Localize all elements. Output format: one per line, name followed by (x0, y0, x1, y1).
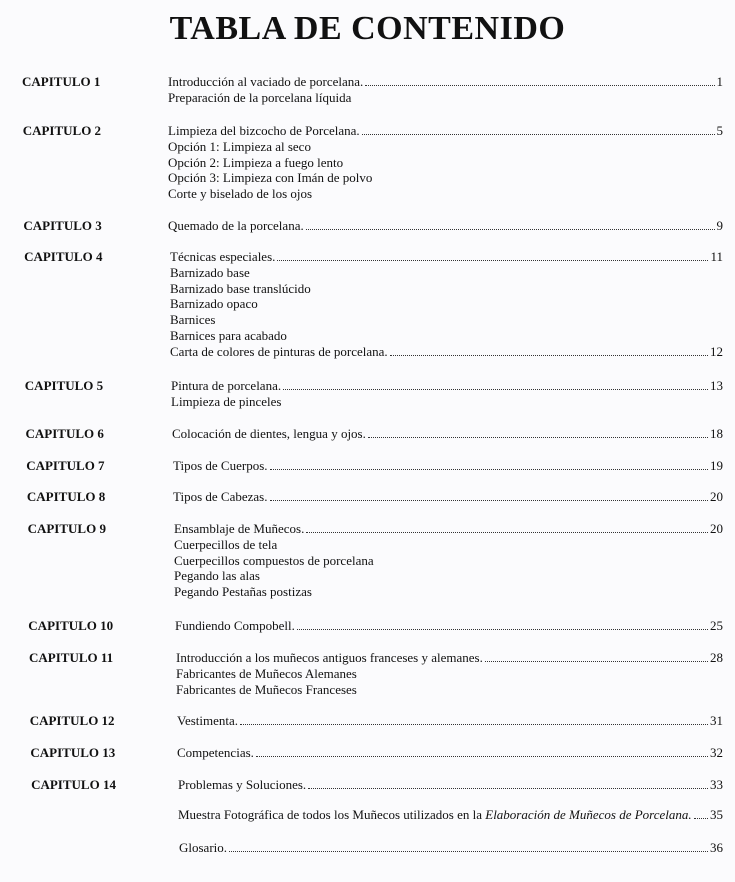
toc-subentry[interactable]: Opción 2: Limpieza a fuego lento (168, 154, 344, 170)
toc-entry-title: Muestra Fotográfica de todos los Muñecos utilizados en la Elaboración de Muñecos de Porcelana. (178, 807, 692, 822)
toc-entry-title: Tipos de Cuerpos. (173, 458, 268, 473)
page-title: TABLA DE CONTENIDO (169, 10, 566, 47)
toc-page-number: 1 (716, 74, 723, 89)
toc-entry[interactable] (172, 426, 723, 442)
toc-entry[interactable] (173, 458, 723, 474)
chapter-label: CAPITULO 4 (24, 249, 103, 264)
toc-page-number: 36 (710, 840, 723, 855)
chapter-label: CAPITULO 6 (25, 426, 104, 441)
toc-page-number: 28 (710, 650, 723, 665)
toc-subentry[interactable]: Limpieza de pinceles (171, 393, 282, 409)
toc-page-number: 5 (716, 123, 723, 138)
dot-leader (229, 842, 708, 852)
toc-subentry[interactable]: Barnizado base translúcido (170, 280, 311, 296)
toc-page-number: 13 (710, 378, 723, 393)
dot-leader (270, 460, 708, 470)
toc-entry-title: Pintura de porcelana. (171, 378, 282, 393)
dot-leader (240, 715, 708, 725)
toc-subentry[interactable]: Cuerpecillos de tela (174, 536, 278, 552)
toc-subentry[interactable]: Barnices (170, 312, 216, 328)
toc-entry-title: Tipos de Cabezas. (173, 489, 268, 504)
toc-entry[interactable] (177, 745, 723, 761)
toc-entry[interactable] (170, 344, 723, 360)
chapter-label: CAPITULO 2 (22, 123, 102, 138)
toc-subentry[interactable]: Barnizado opaco (170, 296, 258, 312)
dot-leader (308, 779, 708, 789)
toc-entry[interactable] (177, 713, 723, 729)
toc-page-number: 18 (710, 426, 723, 441)
toc-entry-title: Quemado de la porcelana. (168, 218, 304, 233)
toc-entry[interactable] (168, 123, 723, 139)
dot-leader (306, 220, 715, 230)
toc-subentry[interactable]: Opción 1: Limpieza al seco (168, 138, 311, 154)
chapter-label: CAPITULO 10 (28, 618, 114, 633)
dot-leader (694, 809, 708, 819)
dot-leader (365, 76, 714, 86)
toc-entry-title: Colocación de dientes, lengua y ojos. (172, 426, 366, 441)
toc-entry[interactable] (178, 777, 723, 793)
toc-subentry[interactable]: Barnizado base (170, 264, 250, 280)
toc-entry[interactable] (179, 840, 723, 856)
toc-page-number: 20 (710, 521, 723, 536)
toc-entry-title: Glosario. (179, 840, 228, 855)
toc-subentry[interactable]: Fabricantes de Muñecos Franceses (176, 681, 357, 697)
dot-leader (277, 251, 708, 261)
toc-page-number: 25 (710, 618, 723, 633)
dot-leader (297, 620, 708, 630)
toc-page-number: 12 (710, 343, 723, 359)
chapter-label: CAPITULO 14 (31, 777, 116, 792)
toc-entry-title: Vestimenta. (177, 713, 239, 728)
chapter-label: CAPITULO 3 (23, 218, 102, 233)
toc-subentry[interactable]: Preparación de la porcelana líquida (168, 89, 352, 105)
toc-subentry[interactable]: Fabricantes de Muñecos Alemanes (176, 665, 357, 681)
chapter-label: CAPITULO 9 (27, 521, 106, 536)
toc-subentry[interactable]: Pegando las alas (174, 568, 260, 584)
toc-entry-title: Competencias. (177, 745, 254, 760)
toc-subentry[interactable]: Pegando Pestañas postizas (174, 584, 312, 600)
toc-page-number: 19 (710, 458, 723, 473)
toc-page-number: 33 (710, 777, 723, 792)
toc-entry-title: Introducción al vaciado de porcelana. (168, 74, 364, 89)
dot-leader (368, 428, 708, 438)
chapter-label: CAPITULO 5 (24, 378, 104, 393)
toc-entry-title: Técnicas especiales. (170, 249, 276, 264)
toc-entry-title: Fundiendo Compobell. (175, 618, 295, 633)
toc-subentry[interactable]: Cuerpecillos compuestos de porcelana (174, 552, 374, 568)
toc-entry-title: Limpieza del bizcocho de Porcelana. (168, 123, 360, 138)
dot-leader (485, 652, 708, 662)
toc-page-number: 35 (710, 807, 723, 822)
toc-entry[interactable] (173, 489, 723, 505)
toc-subentry[interactable]: Opción 3: Limpieza con Imán de polvo (168, 170, 373, 186)
toc-page-number: 9 (716, 218, 723, 233)
toc-page-number: 31 (710, 713, 723, 728)
toc-entry[interactable] (176, 650, 723, 666)
toc-entry-title: Carta de colores de pinturas de porcelana. (170, 343, 388, 359)
toc-entry-title: Introducción a los muñecos antiguos franceses y alemanes. (176, 650, 483, 665)
toc-entry[interactable] (168, 218, 723, 234)
dot-leader (256, 747, 708, 757)
toc-entry[interactable] (174, 521, 723, 537)
chapter-label: CAPITULO 13 (30, 745, 116, 760)
toc-entry[interactable] (175, 618, 723, 634)
toc-entry[interactable] (170, 249, 723, 265)
toc-entry-italic-title: Elaboración de Muñecos de Porcelana. (485, 807, 692, 822)
dot-leader (283, 380, 708, 390)
toc-entry[interactable] (168, 74, 723, 90)
chapter-label: CAPITULO 7 (26, 458, 105, 473)
chapter-label: CAPITULO 8 (26, 489, 106, 504)
toc-subentry[interactable]: Corte y biselado de los ojos (168, 186, 313, 202)
toc-entry[interactable] (178, 807, 723, 823)
toc-page-number: 20 (710, 489, 723, 504)
chapter-label: CAPITULO 1 (22, 74, 101, 89)
chapter-label: CAPITULO 11 (29, 650, 114, 665)
toc-entry[interactable] (171, 378, 723, 394)
toc-entry-title: Problemas y Soluciones. (178, 777, 307, 792)
dot-leader (390, 346, 708, 356)
toc-page-number: 32 (710, 745, 723, 760)
dot-leader (362, 125, 715, 135)
chapter-label: CAPITULO 12 (29, 713, 115, 728)
toc-entry-title: Ensamblaje de Muñecos. (174, 521, 305, 536)
toc-subentry[interactable]: Barnices para acabado (170, 328, 287, 343)
dot-leader (270, 491, 709, 501)
toc-page-number: 11 (710, 249, 723, 264)
dot-leader (306, 523, 708, 533)
